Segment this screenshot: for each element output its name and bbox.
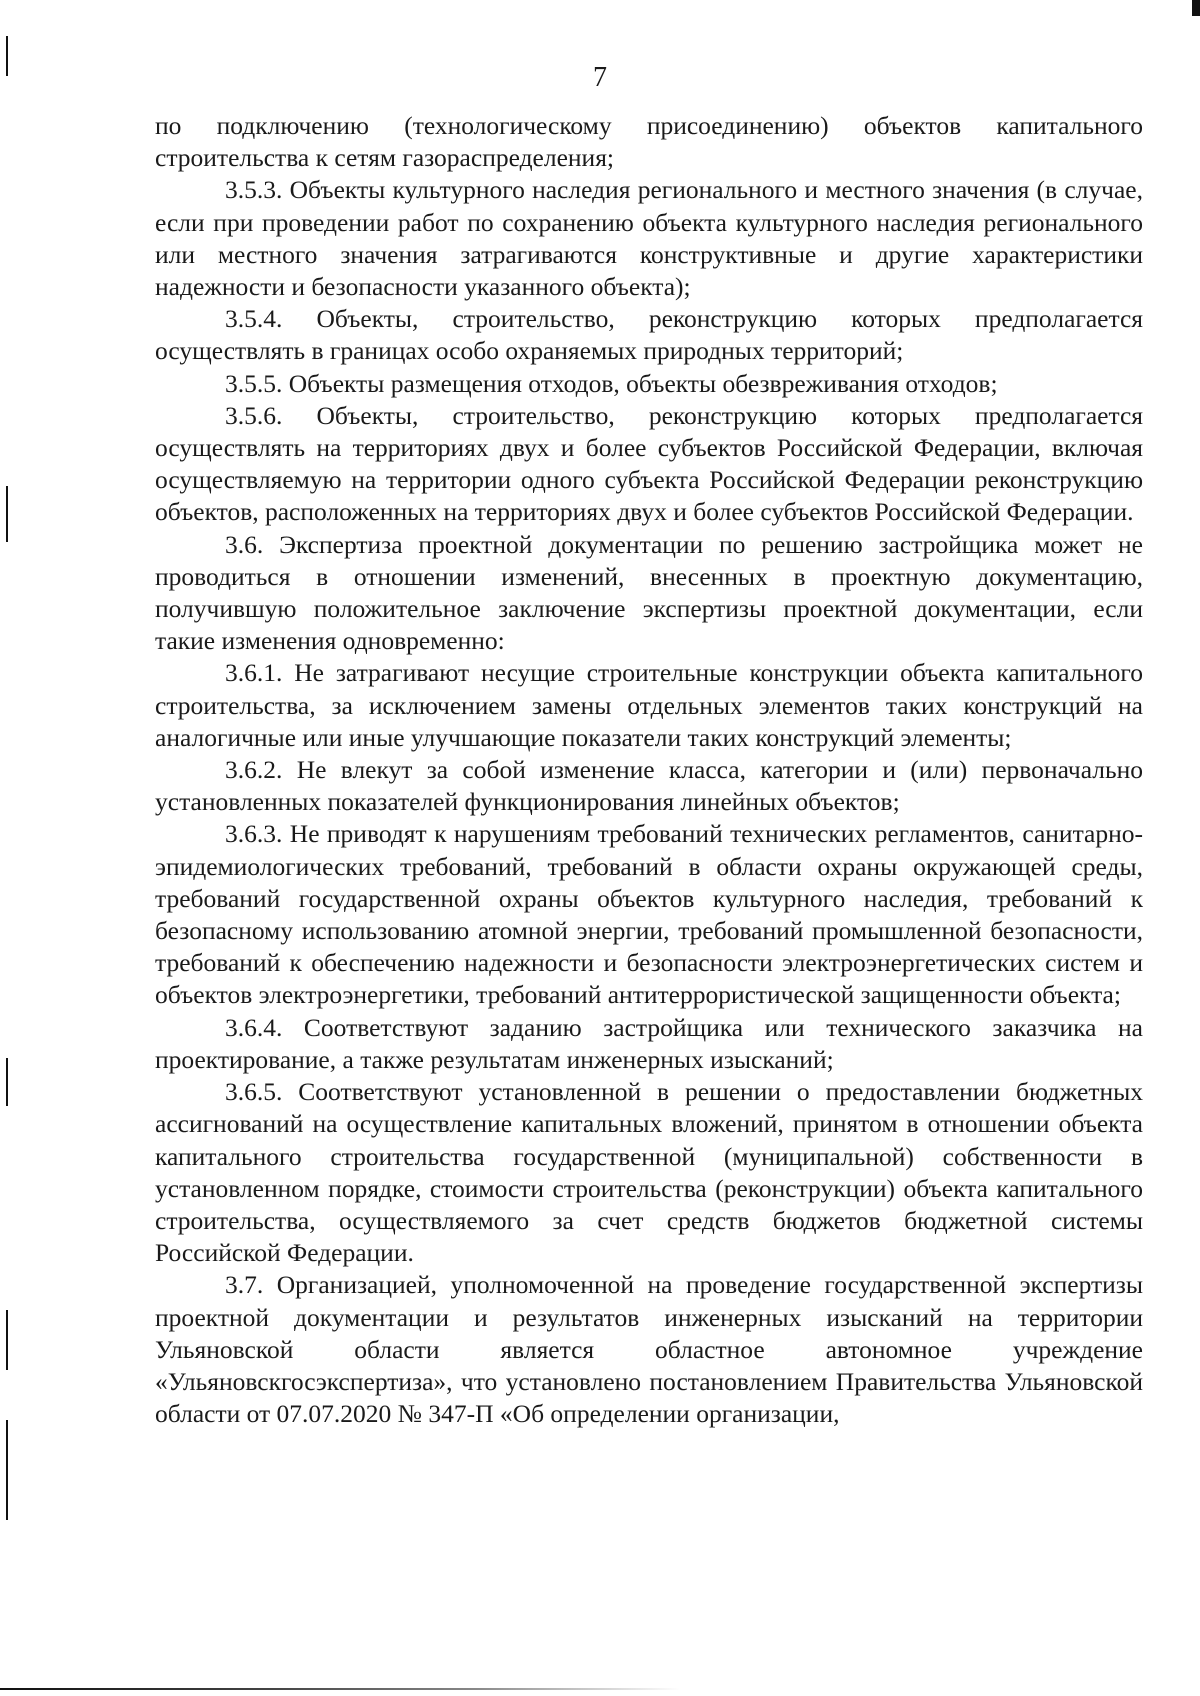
scan-edge-mark — [6, 1058, 8, 1106]
scan-edge-mark — [6, 1310, 8, 1370]
paragraph: 3.6.1. Не затрагивают несущие строительные конструкции объекта капитального строительства, за исключением замены отдельных элементов таких конструкций на аналогичные или иные улучшающие показатели таких конструкций элементы; — [155, 658, 1143, 752]
paragraph: 3.5.3. Объекты культурного наследия регионального и местного значения (в случае, если при проведении работ по сохранению объекта культурного наследия регионального или местного значения затрагиваются конструктивные и другие характеристики надежности и безопасности указанного объекта); — [155, 175, 1143, 302]
scan-edge-mark — [6, 1420, 8, 1520]
paragraph: 3.6. Экспертиза проектной документации по решению застройщика может не проводиться в отношении изменений, внесенных в проектную документацию, получившую положительное заключение экспертизы проектной документации, если такие изменения одновременно: — [155, 529, 1143, 656]
paragraph: 3.6.4. Соответствуют заданию застройщика или технического заказчика на проектирование, а также результатам инженерных изысканий; — [155, 1012, 1143, 1074]
paragraph: 3.7. Организацией, уполномоченной на проведение государственной экспертизы проектной документации и результатов инженерных изысканий на территории Ульяновской области является областное автономное учреждение «Ульяновскгосэкспертиза», что установлено постановлением Правительства Ульяновской области от 07.07.2020 № 347-П «Об определении организации, — [155, 1270, 1143, 1429]
document-body — [155, 110, 1143, 1430]
paragraph: 3.5.4. Объекты, строительство, реконструкцию которых предполагается осуществлять в границах особо охраняемых природных территорий; — [155, 304, 1143, 366]
paragraph: 3.5.5. Объекты размещения отходов, объекты обезвреживания отходов; — [225, 368, 998, 398]
page-number: 7 — [593, 62, 607, 93]
paragraph: по подключению (технологическому присоединению) объектов капитального строительства к сетям газораспределения; — [155, 111, 1143, 173]
scan-corner-mark — [1192, 0, 1200, 16]
paragraph: 3.6.3. Не приводят к нарушениям требований технических регламентов, санитарно-эпидемиологических требований, требований в области охраны окружающей среды, требований государственной охраны объектов культурного наследия, требований к безопасному использованию атомной энергии, требований промышленной безопасности, требований к обеспечению надежности и безопасности электроэнергетических систем и объектов электроэнергетики, требований антитеррористической защищенности объекта; — [155, 819, 1143, 1010]
scan-bottom-line — [0, 1688, 680, 1690]
paragraph: 3.5.6. Объекты, строительство, реконструкцию которых предполагается осуществлять на территориях двух и более субъектов Российской Федерации, включая осуществляемую на территории одного субъекта Российской Федерации реконструкцию объектов, расположенных на территориях двух и более субъектов Российской Федерации. — [155, 400, 1143, 527]
scan-edge-mark — [6, 486, 8, 542]
paragraph: 3.6.2. Не влекут за собой изменение класса, категории и (или) первоначально установленных показателей функционирования линейных объектов; — [155, 755, 1143, 817]
paragraph: 3.6.5. Соответствуют установленной в решении о предоставлении бюджетных ассигнований на осуществление капитальных вложений, принятом в отношении объекта капитального строительства государственной (муниципальной) собственности в установленном порядке, стоимости строительства (реконструкции) объекта капитального строительства, осуществляемого за счет средств бюджетов бюджетной системы Российской Федерации. — [155, 1077, 1143, 1268]
